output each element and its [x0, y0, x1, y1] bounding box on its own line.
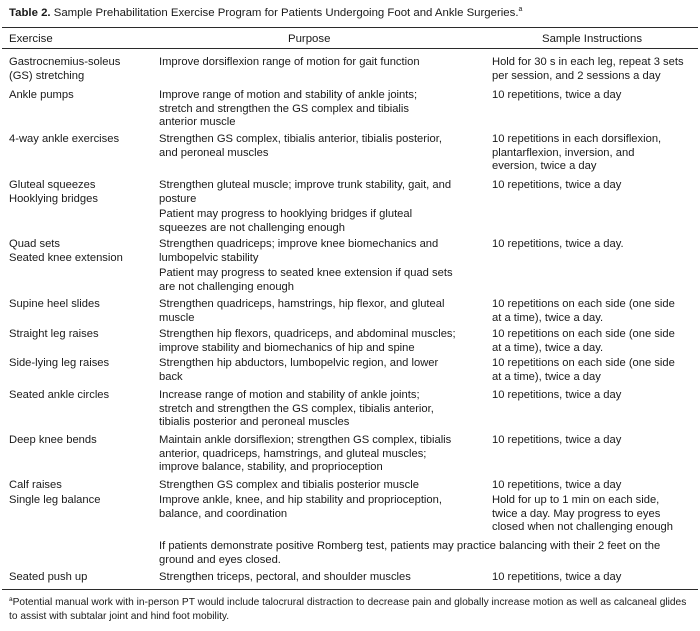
purpose-cell: Strengthen GS complex, tibialis anterior, tibialis posterior, and peroneal muscles	[159, 133, 442, 159]
column-header-purpose: Purpose	[288, 33, 331, 45]
exercise-cell: Seated ankle circles	[9, 389, 110, 401]
purpose-cell: Strengthen triceps, pectoral, and shoulder muscles	[159, 571, 411, 583]
exercise-cell: Ankle pumps	[9, 89, 74, 101]
exercise-cell: 4-way ankle exercises	[9, 133, 120, 145]
purpose-note-cell: Patient may progress to hooklying bridges if gluteal squeezes are not challenging enough	[159, 208, 413, 234]
purpose-cell: Improve range of motion and stability of ankle joints; stretch and strengthen the GS complex and tibialis anterior muscle	[159, 89, 418, 128]
caption-footnote-marker: a	[518, 6, 523, 13]
instructions-cell: 10 repetitions, twice a day	[492, 479, 622, 491]
instructions-cell: 10 repetitions in each dorsiflexion, plantarflexion, inversion, and eversion, twice a day	[492, 133, 662, 172]
instructions-cell: 10 repetitions on each side (one side at a time), twice a day.	[492, 298, 675, 324]
footnote-text: Potential manual work with in-person PT would include talocrural distraction to decrease pain and globally increase motion as well as calcaneal glides to assist with subtalar joint and hind foot mobility.	[9, 597, 687, 622]
exercise-cell: Single leg balance	[9, 494, 101, 506]
exercise-cell: Deep knee bends	[9, 434, 97, 446]
purpose-note-cell: If patients demonstrate positive Romberg test, patients may practice balancing with their 2 feet on the ground and eyes closed.	[159, 540, 661, 566]
instructions-cell: 10 repetitions on each side (one side at a time), twice a day	[492, 357, 675, 383]
instructions-cell: Hold for up to 1 min on each side, twice a day. May progress to eyes closed when not challenging enough	[492, 494, 674, 533]
purpose-cell: Improve dorsiflexion range of motion for gait function	[159, 56, 420, 68]
purpose-cell: Strengthen hip abductors, lumbopelvic region, and lower back	[159, 357, 439, 383]
purpose-cell: Strengthen quadriceps; improve knee biomechanics and lumbopelvic stability	[159, 238, 439, 264]
exercise-cell: Supine heel slides	[9, 298, 100, 310]
instructions-cell: 10 repetitions, twice a day.	[492, 238, 624, 250]
exercise-cell: Side-lying leg raises	[9, 357, 110, 369]
instructions-cell: 10 repetitions on each side (one side at a time), twice a day.	[492, 328, 675, 354]
table-header-rule	[2, 48, 698, 49]
purpose-cell: Strengthen hip flexors, quadriceps, and abdominal muscles; improve stability and biomechanics of hip and spine	[159, 328, 456, 354]
exercise-cell: Quad sets Seated knee extension	[9, 238, 123, 264]
table-title: Sample Prehabilitation Exercise Program for Patients Undergoing Foot and Ankle Surgeries.	[53, 7, 519, 19]
purpose-note-cell: Patient may progress to seated knee extension if quad sets are not challenging enough	[159, 267, 453, 293]
exercise-cell: Gastrocnemius-soleus (GS) stretching	[9, 56, 121, 82]
purpose-cell: Increase range of motion and stability of ankle joints; stretch and strengthen the GS complex, tibialis anterior, tibialis posterior and peroneal muscles	[159, 389, 434, 428]
purpose-cell: Maintain ankle dorsiflexion; strengthen GS complex, tibialis anterior, quadriceps, hamstrings, and gluteal muscles; improve balance, stability, and proprioception	[159, 434, 452, 473]
footnote-marker: a	[9, 596, 13, 603]
exercise-cell: Seated push up	[9, 571, 88, 583]
instructions-cell: 10 repetitions, twice a day	[492, 389, 622, 401]
column-header-exercise: Exercise	[9, 33, 53, 45]
instructions-cell: 10 repetitions, twice a day	[492, 179, 622, 191]
instructions-cell: Hold for 30 s in each leg, repeat 3 sets per session, and 2 sessions a day	[492, 56, 684, 82]
table-label: Table 2.	[9, 7, 51, 19]
table-caption	[9, 6, 694, 21]
purpose-cell: Strengthen gluteal muscle; improve trunk stability, gait, and posture	[159, 179, 452, 205]
table-top-rule	[2, 27, 698, 28]
exercise-cell: Straight leg raises	[9, 328, 99, 340]
instructions-cell: 10 repetitions, twice a day	[492, 434, 622, 446]
purpose-cell: Strengthen quadriceps, hamstrings, hip flexor, and gluteal muscle	[159, 298, 445, 324]
table-footnote	[9, 596, 694, 623]
table-bottom-rule	[2, 589, 698, 590]
instructions-cell: 10 repetitions, twice a day	[492, 89, 622, 101]
instructions-cell: 10 repetitions, twice a day	[492, 571, 622, 583]
purpose-cell: Strengthen GS complex and tibialis posterior muscle	[159, 479, 419, 491]
purpose-cell: Improve ankle, knee, and hip stability and proprioception, balance, and coordination	[159, 494, 442, 520]
column-header-instructions: Sample Instructions	[542, 33, 643, 45]
exercise-cell: Calf raises	[9, 479, 62, 491]
exercise-cell: Gluteal squeezes Hooklying bridges	[9, 179, 98, 205]
